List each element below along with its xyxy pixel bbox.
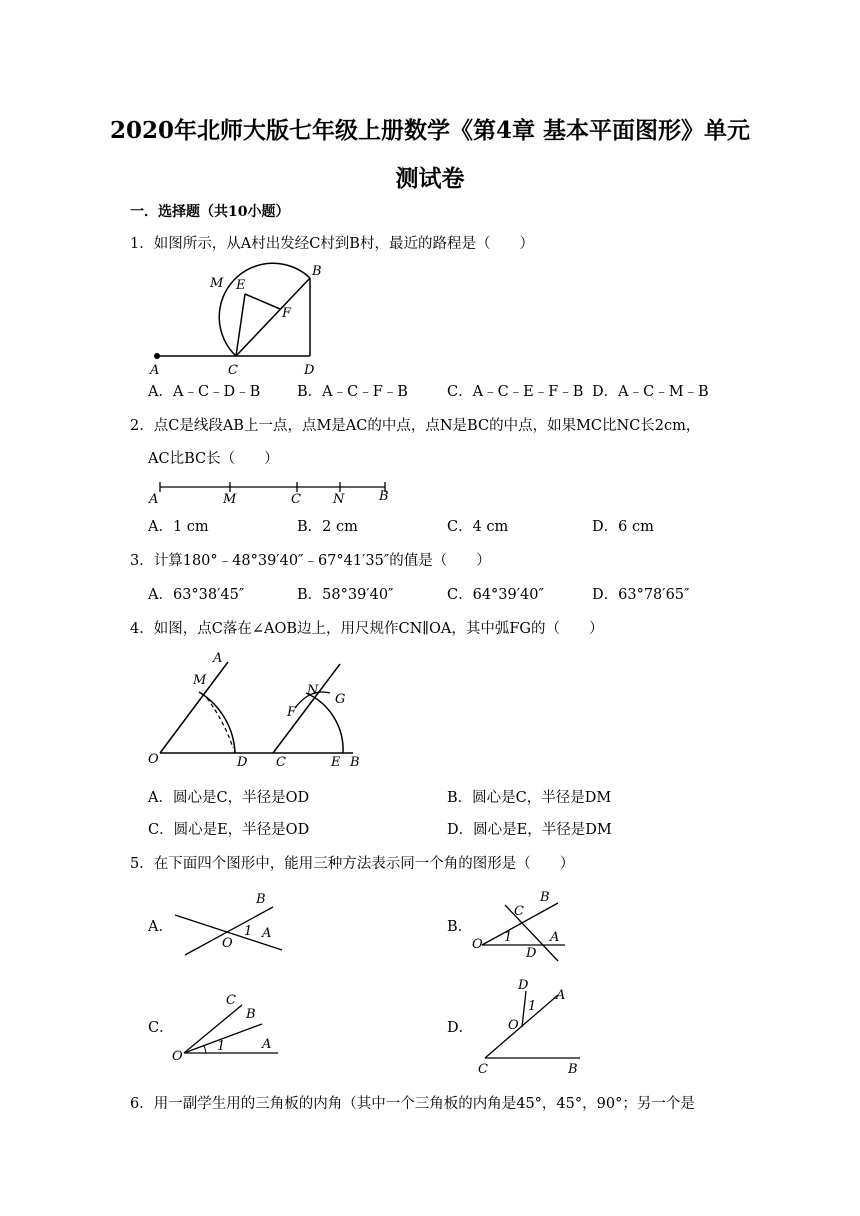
q5a-label-b: B: [256, 892, 266, 907]
q4-label-a: A: [213, 651, 223, 666]
q1-option-d[interactable]: D．A﹣C﹣M﹣B: [592, 384, 709, 400]
q1-label-a: A: [150, 363, 160, 378]
q5-option-a[interactable]: A．: [148, 919, 173, 935]
q5-figure-d: [470, 975, 590, 1075]
q5d-label-o: O: [508, 1018, 519, 1033]
q4-label-m: M: [193, 673, 207, 688]
q5d-label-c: C: [478, 1062, 488, 1075]
q5c-label-b: B: [246, 1007, 256, 1022]
q4-option-a[interactable]: A．圆心是C，半径是OD: [148, 790, 310, 806]
q4-label-d: D: [237, 755, 248, 770]
q5-figure-b: [470, 885, 580, 967]
q4-label-n: N: [307, 683, 319, 698]
section-heading: 一．选择题（共10小题）: [130, 204, 290, 220]
q2-label-m: M: [223, 492, 237, 507]
q1-option-c[interactable]: C．A﹣C﹣E﹣F﹣B: [447, 384, 584, 400]
q5b-label-a: A: [550, 930, 560, 945]
q3-stem: 3．计算180°﹣48°39′40″﹣67°41′35″的值是（ ）: [130, 553, 491, 569]
q2-option-d[interactable]: D．6 cm: [592, 519, 654, 535]
q3-option-c[interactable]: C．64°39′40″: [447, 587, 544, 603]
q2-option-b[interactable]: B．2 cm: [297, 519, 358, 535]
q5b-label-o: O: [472, 937, 483, 952]
q4-option-d[interactable]: D．圆心是E，半径是DM: [447, 822, 612, 838]
q5-option-d[interactable]: D．: [447, 1020, 474, 1036]
q3-option-a[interactable]: A．63°38′45″: [148, 587, 245, 603]
q1-label-c: C: [228, 363, 238, 378]
q1-option-a[interactable]: A．A﹣C﹣D﹣B: [148, 384, 261, 400]
q5a-label-o: O: [222, 936, 233, 951]
q2-label-b: B: [379, 489, 389, 504]
q1-label-d: D: [304, 363, 315, 378]
q1-option-b[interactable]: B．A﹣C﹣F﹣B: [297, 384, 408, 400]
q5-option-b[interactable]: B．: [447, 919, 473, 935]
q5-figure-a: [170, 885, 290, 965]
q4-figure: [145, 648, 365, 773]
q5a-label-one: 1: [244, 924, 253, 939]
q2-option-c[interactable]: C．4 cm: [447, 519, 509, 535]
q4-label-b: B: [350, 755, 360, 770]
q5c-label-o: O: [172, 1049, 183, 1064]
q5b-label-d: D: [526, 946, 537, 961]
q4-label-o: O: [148, 752, 159, 767]
q1-label-b: B: [312, 264, 322, 279]
q5c-label-one: 1: [217, 1039, 226, 1054]
q2-label-a: A: [149, 492, 159, 507]
q5d-label-d: D: [518, 978, 529, 993]
q5-figure-c: [170, 988, 285, 1066]
q5d-label-b: B: [568, 1062, 578, 1075]
q5a-label-a: A: [262, 926, 272, 941]
q2-label-n: N: [333, 492, 345, 507]
q4-option-c[interactable]: C．圆心是E，半径是OD: [148, 822, 310, 838]
q2-stem-line1: 2．点C是线段AB上一点，点M是AC的中点，点N是BC的中点，如果MC比NC长2cm，: [130, 418, 701, 434]
q2-label-c: C: [291, 492, 301, 507]
q5-option-c[interactable]: C．: [148, 1020, 174, 1036]
q1-label-f: F: [282, 306, 292, 321]
q5d-label-one: 1: [528, 999, 537, 1014]
q1-figure: [148, 260, 328, 380]
q4-label-c: C: [276, 755, 286, 770]
q2-stem-line2: AC比BC长（ ）: [148, 451, 279, 467]
q1-label-e: E: [236, 278, 246, 293]
q5c-label-c: C: [226, 993, 236, 1008]
q2-option-a[interactable]: A．1 cm: [148, 519, 209, 535]
q5-stem: 5．在下面四个图形中，能用三种方法表示同一个角的图形是（ ）: [130, 856, 575, 872]
q5c-label-a: A: [262, 1037, 272, 1052]
q4-label-g: G: [335, 692, 346, 707]
q3-option-b[interactable]: B．58°39′40″: [297, 587, 394, 603]
q4-label-f: F: [287, 705, 297, 720]
q5b-label-b: B: [540, 890, 550, 905]
q5b-label-c: C: [514, 904, 524, 919]
page-title-line2: 测试卷: [395, 165, 465, 192]
page-title-line1: 2020年北师大版七年级上册数学《第4章 基本平面图形》单元: [109, 117, 751, 144]
q4-stem: 4．如图，点C落在∠AOB边上，用尺规作CN∥OA，其中弧FG的（ ）: [130, 621, 604, 637]
q2-figure: [145, 478, 405, 508]
q5b-label-one: 1: [504, 930, 513, 945]
q4-label-e: E: [331, 755, 341, 770]
q1-stem: 1．如图所示，从A村出发经C村到B村，最近的路程是（ ）: [130, 236, 534, 252]
q1-label-m: M: [210, 276, 224, 291]
q3-option-d[interactable]: D．63°78′65″: [592, 587, 690, 603]
q5d-label-a: A: [556, 988, 566, 1003]
q6-stem: 6．用一副学生用的三角板的内角（其中一个三角板的内角是45°，45°，90°；另一个是: [130, 1096, 695, 1112]
q4-option-b[interactable]: B．圆心是C，半径是DM: [447, 790, 612, 806]
